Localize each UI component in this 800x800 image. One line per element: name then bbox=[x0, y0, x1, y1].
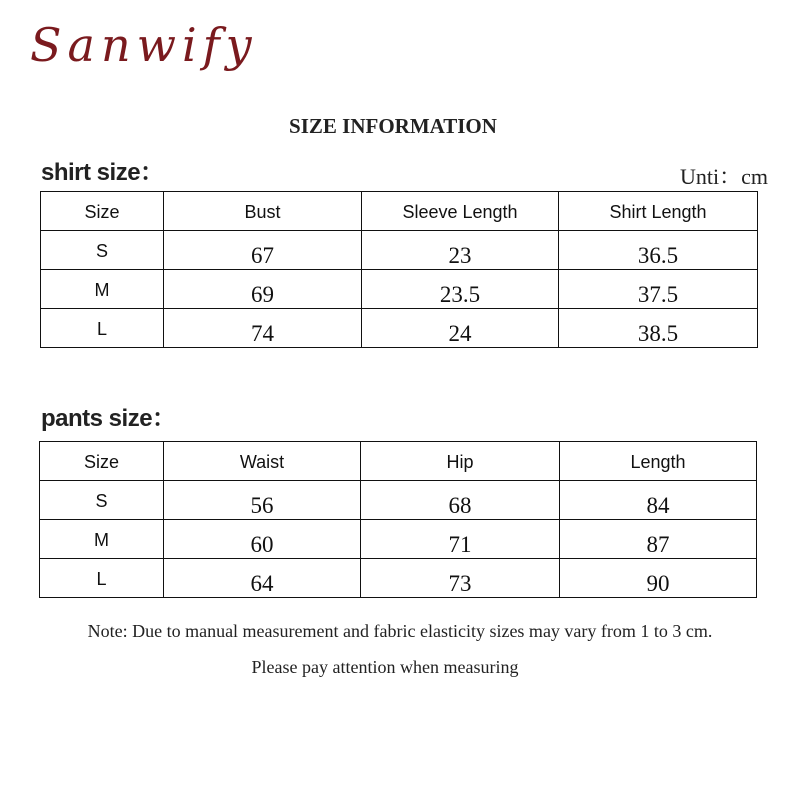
value-cell: 71 bbox=[361, 520, 560, 559]
size-cell: L bbox=[41, 309, 164, 348]
size-cell: M bbox=[40, 520, 164, 559]
value-cell: 67 bbox=[164, 231, 362, 270]
header-cell: Length bbox=[560, 442, 757, 481]
value-cell: 87 bbox=[560, 520, 757, 559]
table-row bbox=[40, 559, 757, 598]
value-cell: 37.5 bbox=[559, 270, 758, 309]
value-cell: 38.5 bbox=[559, 309, 758, 348]
size-cell: L bbox=[40, 559, 164, 598]
header-cell: Hip bbox=[361, 442, 560, 481]
value-cell: 60 bbox=[164, 520, 361, 559]
brand-logo: Sanwify bbox=[30, 18, 258, 72]
table-row bbox=[41, 309, 758, 348]
value-cell: 23.5 bbox=[362, 270, 559, 309]
value-cell: 90 bbox=[560, 559, 757, 598]
value-cell: 64 bbox=[164, 559, 361, 598]
unit-label: Unti：cm bbox=[680, 164, 768, 189]
measurement-advice: Please pay attention when measuring bbox=[251, 657, 519, 677]
size-cell: M bbox=[41, 270, 164, 309]
header-cell: Sleeve Length bbox=[362, 192, 559, 231]
value-cell: 69 bbox=[164, 270, 362, 309]
value-cell: 36.5 bbox=[559, 231, 758, 270]
pants-size-table bbox=[39, 441, 757, 598]
table-header-row bbox=[40, 442, 757, 481]
shirt-size-table bbox=[40, 191, 758, 348]
table-row bbox=[41, 231, 758, 270]
header-cell: Shirt Length bbox=[559, 192, 758, 231]
measurement-note: Note: Due to manual measurement and fabric elasticity sizes may vary from 1 to 3 cm. bbox=[87, 621, 713, 641]
value-cell: 23 bbox=[362, 231, 559, 270]
size-cell: S bbox=[41, 231, 164, 270]
table-row bbox=[41, 270, 758, 309]
value-cell: 68 bbox=[361, 481, 560, 520]
header-cell: Bust bbox=[164, 192, 362, 231]
table-row bbox=[40, 520, 757, 559]
value-cell: 24 bbox=[362, 309, 559, 348]
pants-size-heading: pants size： bbox=[41, 405, 176, 432]
value-cell: 56 bbox=[164, 481, 361, 520]
header-cell: Waist bbox=[164, 442, 361, 481]
shirt-size-heading: shirt size： bbox=[41, 159, 164, 186]
header-cell: Size bbox=[41, 192, 164, 231]
header-cell: Size bbox=[40, 442, 164, 481]
table-row bbox=[40, 481, 757, 520]
value-cell: 84 bbox=[560, 481, 757, 520]
value-cell: 74 bbox=[164, 309, 362, 348]
value-cell: 73 bbox=[361, 559, 560, 598]
page-title: SIZE INFORMATION bbox=[289, 114, 497, 138]
table-header-row bbox=[41, 192, 758, 231]
size-cell: S bbox=[40, 481, 164, 520]
